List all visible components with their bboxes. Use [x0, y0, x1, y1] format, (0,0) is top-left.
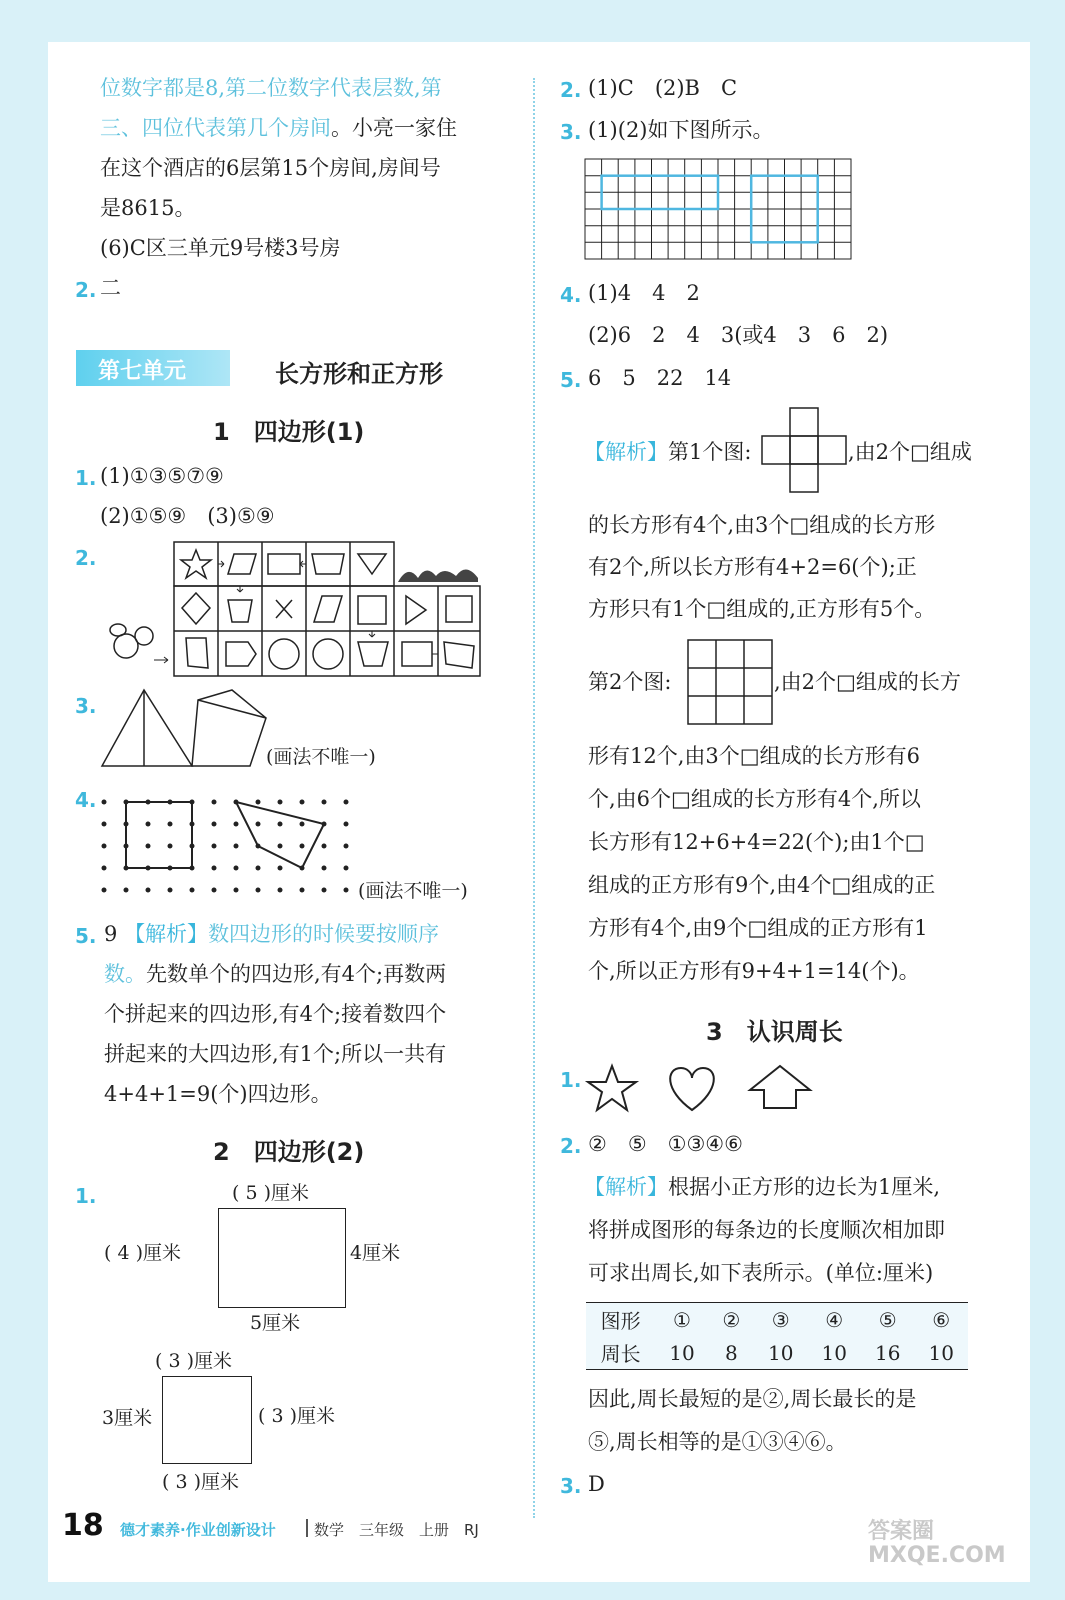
- s3-analysis-line1: [584, 1177, 940, 1198]
- cont-line-2: [100, 118, 457, 139]
- s1-q5-line4: 拼起来的大四边形,有1个;所以一共有: [104, 1042, 447, 1066]
- s1-q5-hl1: 数四边形的时候要按顺序: [208, 922, 440, 946]
- s3-analysis-line3: 可求出周长,如下表所示。(单位:厘米): [588, 1261, 934, 1285]
- analysis-line7: 个,由6个□组成的长方形有4个,所以: [588, 787, 921, 811]
- s3-q3-number: 3.: [560, 1474, 582, 1498]
- page-number: 18: [62, 1508, 104, 1543]
- footer-divider: [306, 1519, 308, 1537]
- s3-conclusion-line1: 因此,周长最短的是②,周长最长的是: [588, 1387, 917, 1411]
- watermark: 答案圈 MXQE.COM: [868, 1519, 1006, 1569]
- square-bottom-label: ( 3 )厘米: [162, 1471, 239, 1493]
- s1-q3-number: 3.: [75, 694, 97, 718]
- table-cell: 图形: [600, 1309, 641, 1333]
- table-cell: 周长: [600, 1342, 641, 1366]
- triangle-figure: [102, 690, 192, 766]
- square-shape: [358, 596, 386, 624]
- rect-left-label: ( 4 )厘米: [104, 1242, 181, 1264]
- pentagon-shape: [226, 642, 256, 666]
- s3-analysis-tag: 【解析】: [584, 1175, 668, 1199]
- right-q5-number: 5.: [560, 368, 582, 392]
- analysis-para2b: ,由2个□组成的长方: [774, 670, 961, 694]
- diamond-shape: [182, 593, 210, 624]
- right-q3-number: 3.: [560, 120, 582, 144]
- cross-mark: [276, 600, 292, 618]
- right-q2-number: 2.: [560, 78, 582, 102]
- left-border: [0, 0, 48, 1600]
- right-q4-line1: (1)4 4 2: [588, 281, 700, 305]
- cut-figures: [100, 686, 280, 772]
- parallelogram-shape-2: [314, 596, 342, 622]
- s1-q5-line5: 4+4+1=9(个)四边形。: [104, 1082, 332, 1106]
- s1-q5-line2: [104, 964, 446, 985]
- s1-q5-tag: 【解析】: [124, 922, 209, 946]
- square-shape-2: [446, 596, 472, 622]
- arrow: [154, 657, 168, 663]
- analysis-line6: 形有12个,由3个□组成的长方形有6: [588, 744, 920, 768]
- rectangle-figure: [218, 1208, 346, 1308]
- s3-q2-answer: ② ⑤ ①③④⑥: [588, 1132, 743, 1156]
- table-row: [586, 1336, 968, 1370]
- analysis-para2a: 第2个图:: [588, 670, 672, 694]
- square-shape-3: [402, 642, 432, 666]
- trapezoid-shape-3: [358, 642, 388, 666]
- table-cell: ①: [672, 1307, 691, 1332]
- table-row: [586, 1303, 968, 1337]
- arrow: [369, 631, 375, 637]
- rect-bottom-label: 5厘米: [250, 1312, 301, 1334]
- analysis-line11: 个,所以正方形有9+4+1=14(个)。: [588, 959, 920, 983]
- table-cell: ③: [771, 1307, 790, 1332]
- unit-title: 长方形和正方形: [275, 360, 443, 388]
- square-right-label: ( 3 )厘米: [258, 1405, 335, 1427]
- table-cell: ⑤: [878, 1307, 897, 1332]
- bottom-border: [0, 1582, 1065, 1600]
- analysis-line9: 组成的正方形有9个,由4个□组成的正: [588, 873, 936, 897]
- s1-q5-hl2: 数。: [104, 962, 146, 986]
- outline-shapes: [584, 1062, 814, 1116]
- s1-q1-line1: (1)①③⑤⑦⑨: [100, 464, 224, 488]
- s1-q1-number: 1.: [75, 466, 97, 490]
- trapezoid-shape-2: [228, 600, 252, 622]
- table-cell: 10: [669, 1340, 695, 1365]
- circle-shape: [269, 639, 299, 669]
- s1-q5-answer: 9: [104, 922, 118, 946]
- star-outline: [588, 1066, 636, 1110]
- left-q2-answer: 二: [100, 276, 121, 300]
- right-q4-number: 4.: [560, 283, 582, 307]
- table-cell: ⑥: [932, 1307, 951, 1332]
- s1-q1-line2: (2)①⑤⑨ (3)⑤⑨: [100, 504, 275, 528]
- table-cell: ④: [825, 1307, 844, 1332]
- cont-line-5: (6)C区三单元9号楼3号房: [100, 236, 341, 260]
- s1-q5-l2: 先数单个的四边形,有4个;再数两: [146, 962, 447, 986]
- heart-outline: [670, 1068, 714, 1110]
- grass-decoration: [398, 569, 478, 582]
- s1-q2-number: 2.: [75, 546, 97, 570]
- table-cell: 8: [724, 1340, 738, 1365]
- dot-grid: [96, 794, 366, 896]
- triangle-right-shape: [406, 596, 426, 624]
- drawn-square: [126, 802, 192, 868]
- s3-conclusion-line2: ⑤,周长相等的是①③④⑥。: [588, 1430, 847, 1454]
- analysis-line10: 方形有4个,由9个□组成的正方形有1: [588, 916, 928, 940]
- bee-wing: [110, 624, 126, 636]
- column-divider: [533, 78, 535, 1518]
- triangle-shape: [358, 554, 386, 574]
- arrow: [300, 561, 306, 567]
- parallelogram-shape: [228, 554, 256, 574]
- s3-q1-number: 1.: [560, 1068, 582, 1092]
- s3-analysis-line2: 将拼成图形的每条边的长度顺次相加即: [588, 1218, 945, 1242]
- cont-line-2a: 三、四位代表第几个房间: [100, 116, 331, 140]
- perimeter-table: [586, 1302, 968, 1370]
- analysis-para1a: [584, 442, 751, 463]
- quad-shape-2: [444, 642, 474, 668]
- s1-q4-note: (画法不唯一): [358, 880, 468, 902]
- arrow-house-outline: [750, 1066, 810, 1108]
- s3-q2-number: 2.: [560, 1134, 582, 1158]
- section-1-title: 1 四边形(1): [213, 418, 365, 446]
- analysis-p1a: 第1个图:: [668, 440, 752, 464]
- top-border: [0, 0, 1065, 42]
- square-top-label: ( 3 )厘米: [155, 1350, 232, 1372]
- analysis-line3: 有2个,所以长方形有4+2=6(个);正: [588, 555, 917, 579]
- s1-q5-number: 5.: [75, 924, 97, 948]
- right-q5-answer: 6 5 22 14: [588, 366, 732, 390]
- star-shape: [181, 550, 211, 578]
- section-2-title: 2 四边形(2): [213, 1138, 365, 1166]
- rect-top-label: ( 5 )厘米: [232, 1182, 309, 1204]
- right-q4-line2: (2)6 2 4 3(或4 3 6 2): [588, 323, 889, 347]
- arrow: [237, 586, 243, 592]
- trapezoid-shape: [312, 554, 344, 574]
- bee-head: [135, 627, 153, 645]
- square-figure: [162, 1376, 252, 1464]
- cont-line-2b: 。小亮一家住: [331, 116, 457, 140]
- cross-figure: [760, 406, 850, 494]
- s1-q3-note: (画法不唯一): [266, 746, 376, 768]
- table-cell: 10: [768, 1340, 794, 1365]
- s2-q1-number: 1.: [75, 1184, 97, 1208]
- rect-right-label: 4厘米: [350, 1242, 401, 1264]
- s3-q3-answer: D: [588, 1472, 605, 1496]
- s1-q5-line3: 个拼起来的四边形,有4个;接着数四个: [104, 1002, 447, 1026]
- right-q3-answer: (1)(2)如下图所示。: [588, 118, 774, 142]
- rectangle-shape: [268, 554, 300, 574]
- footer-book: 德才素养·作业创新设计: [120, 1521, 276, 1539]
- grid-figure: [584, 158, 854, 262]
- footer-subject: 数学 三年级 上册 RJ: [314, 1521, 479, 1539]
- table-cell: 10: [928, 1340, 954, 1365]
- table-cell: 10: [821, 1340, 847, 1365]
- three-by-three-grid: [686, 638, 774, 726]
- analysis-para1b: ,由2个□组成: [848, 440, 972, 464]
- section-3-title: 3 认识周长: [706, 1018, 843, 1046]
- table-cell: 16: [875, 1340, 901, 1365]
- square-left-label: 3厘米: [102, 1407, 153, 1429]
- analysis-tag: 【解析】: [584, 440, 668, 464]
- right-q2-answer: (1)C (2)B C: [588, 76, 738, 100]
- quad-shape: [186, 638, 208, 668]
- analysis-line4: 方形只有1个□组成的,正方形有5个。: [588, 597, 936, 621]
- arrow: [218, 561, 224, 567]
- cont-line-4: 是8615。: [100, 196, 196, 220]
- unit-tag-label: 第七单元: [98, 359, 187, 384]
- shape-maze: [100, 538, 510, 680]
- analysis-line2: 的长方形有4个,由3个□组成的长方形: [588, 513, 936, 537]
- table-cell: ②: [722, 1307, 741, 1332]
- drawn-quadrilateral: [236, 802, 324, 868]
- s3-analysis-l1: 根据小正方形的边长为1厘米,: [668, 1175, 941, 1199]
- analysis-line8: 长方形有12+6+4=22(个);由1个□: [588, 830, 925, 854]
- s1-q4-number: 4.: [75, 788, 97, 812]
- circle-shape-2: [313, 639, 343, 669]
- cont-line-1: 位数字都是8,第二位数字代表层数,第: [100, 76, 442, 100]
- s1-q5-line1: [104, 924, 439, 945]
- left-q2-number: 2.: [75, 278, 97, 302]
- cont-line-3: 在这个酒店的6层第15个房间,房间号: [100, 156, 441, 180]
- right-border: [1030, 0, 1065, 1600]
